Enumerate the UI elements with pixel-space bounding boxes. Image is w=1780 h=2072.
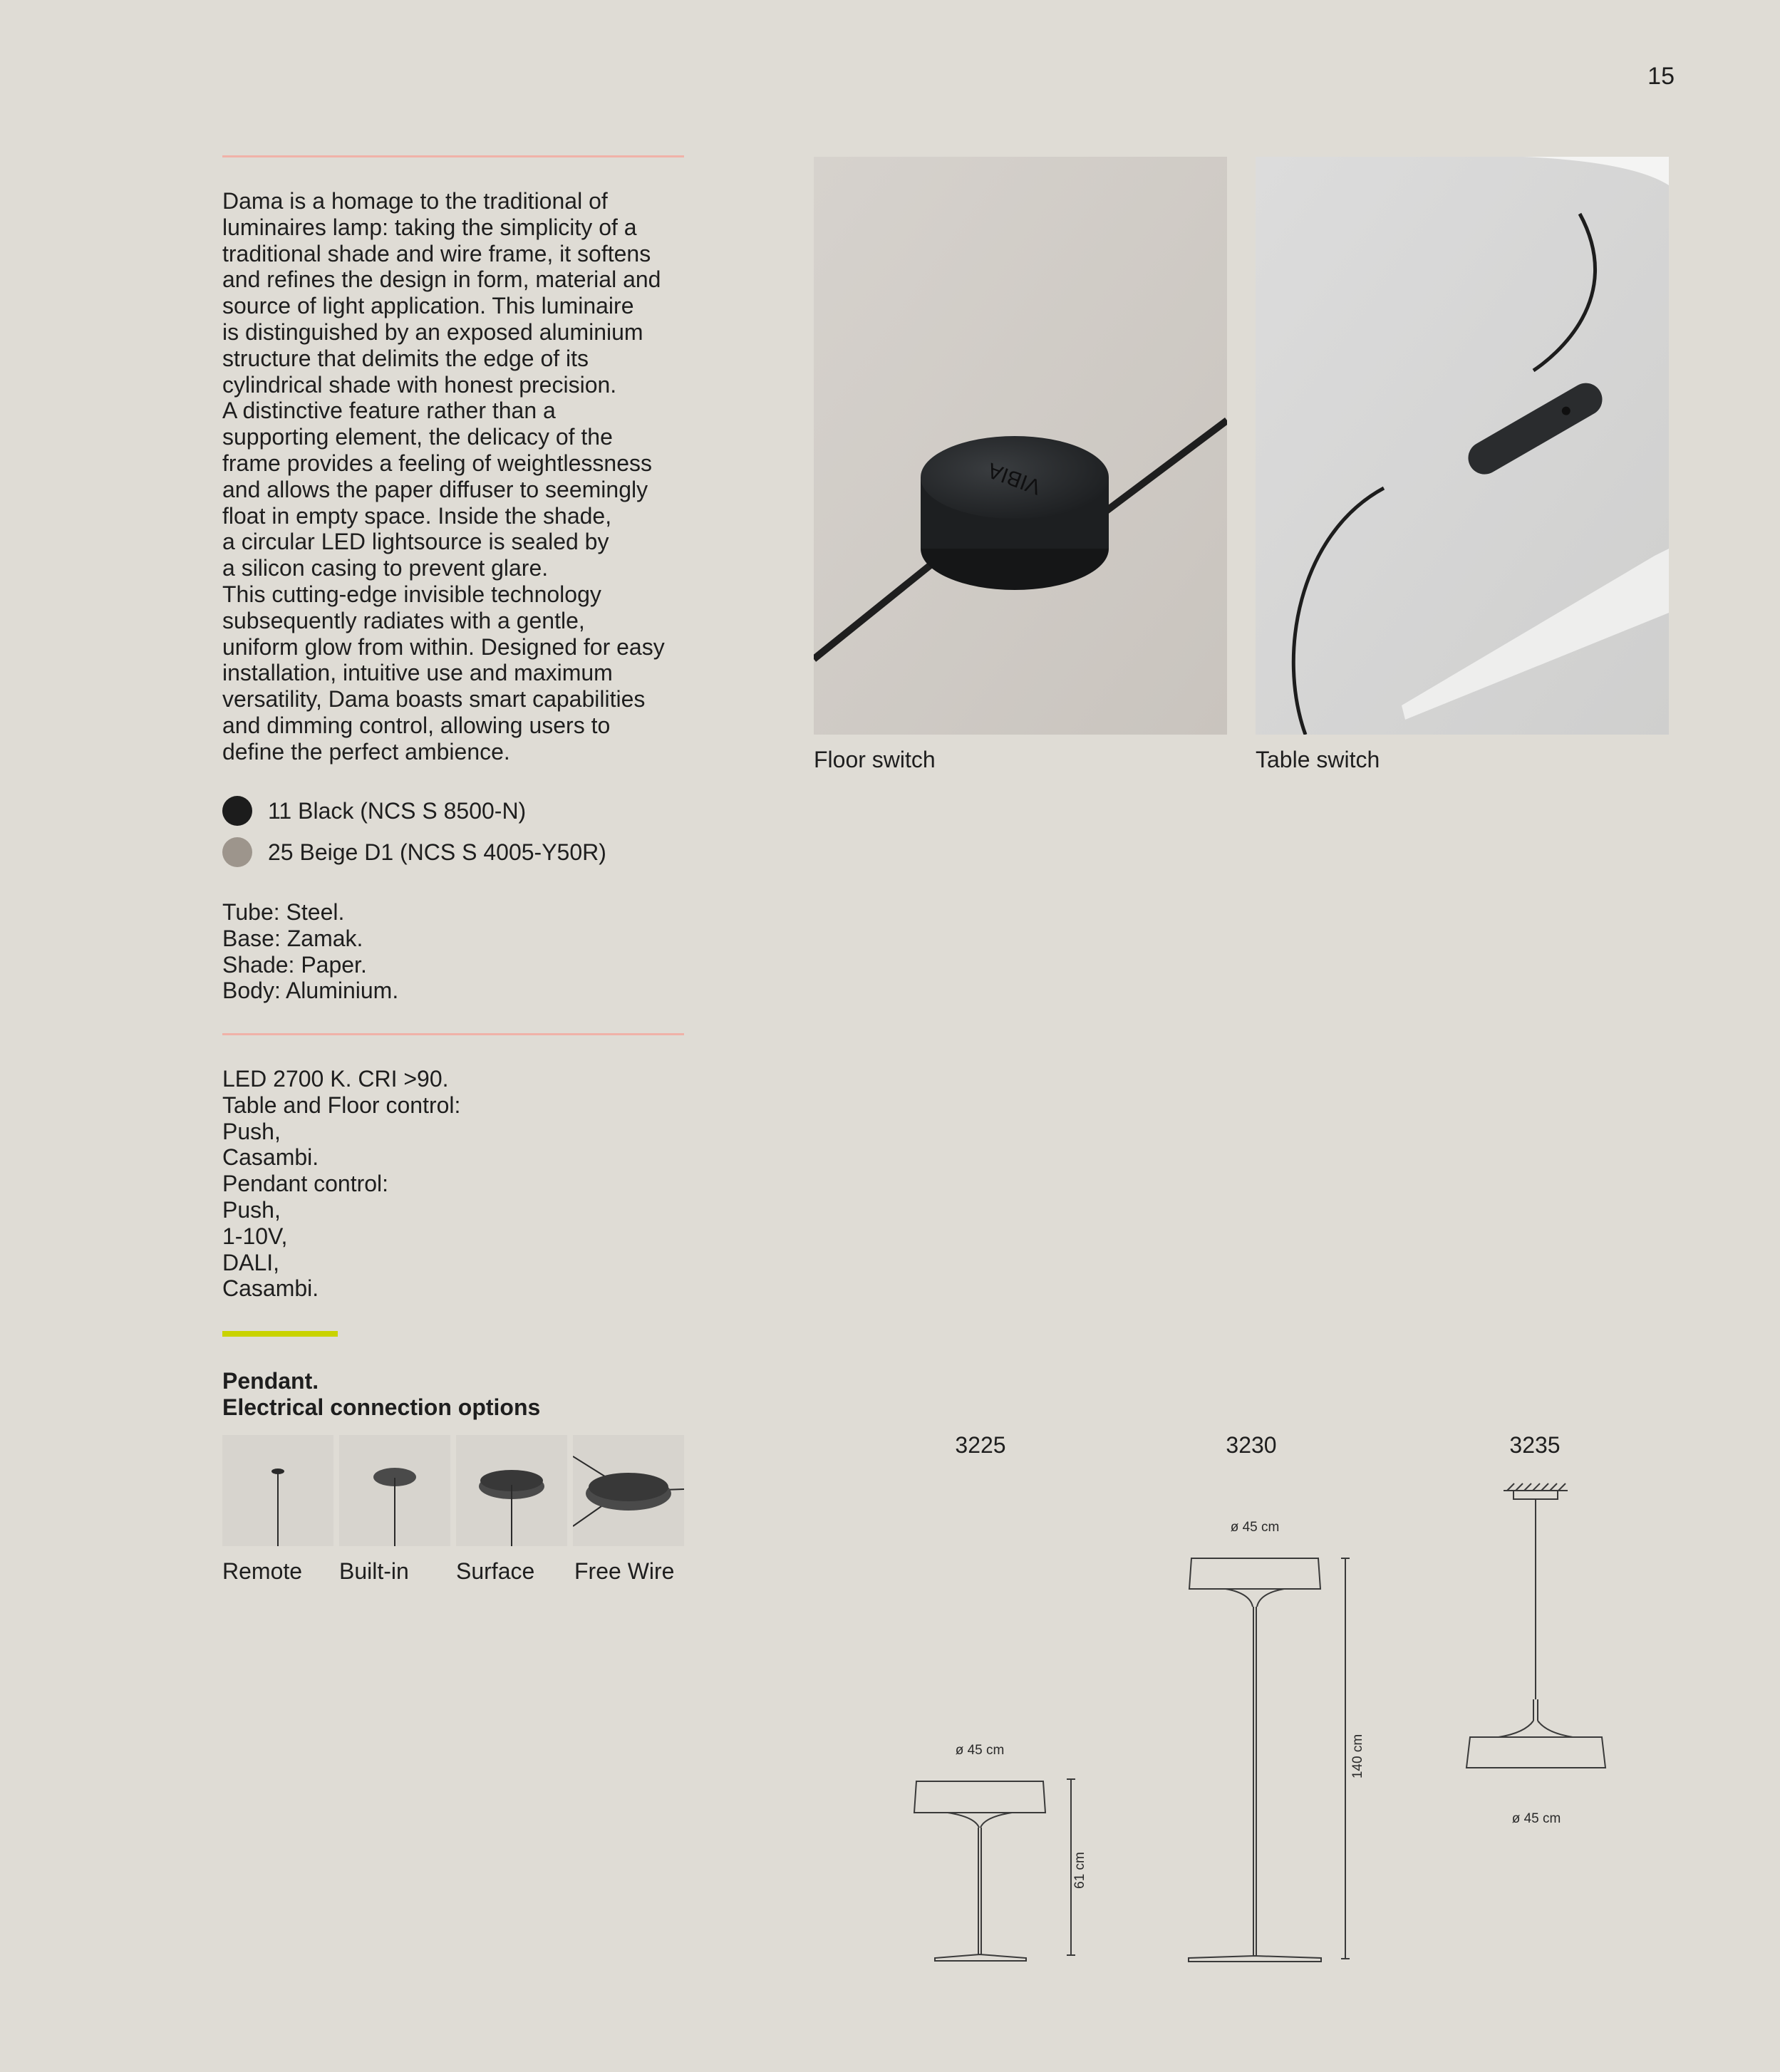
pendant-heading [222,1368,540,1421]
text-line: Shade: Paper. [222,951,367,978]
floor-lamp-diameter: ø 45 cm [1230,1520,1280,1535]
table-switch-photo [1256,157,1669,735]
table-switch-caption: Table switch [1256,747,1380,772]
table-lamp-diameter: ø 45 cm [955,1743,1005,1758]
built-in-option-thumbnail [339,1435,450,1546]
text-line: versatility, Dama boasts smart capabilities [222,686,646,713]
materials-divider [222,1033,684,1035]
text-line: luminaires lamp: taking the simplicity of a [222,214,637,240]
text-line: Base: Zamak. [222,925,363,951]
model-3225-label: 3225 [955,1432,1006,1458]
text-line: Pendant control: [222,1171,389,1197]
text-line: is distinguished by an exposed aluminium [222,318,643,345]
pendant-subtitle: Electrical connection options [222,1394,541,1420]
text-line: float in empty space. Inside the shade, [222,502,612,529]
text-line: LED 2700 K. CRI >90. [222,1066,449,1092]
floor-switch-photo [814,157,1227,735]
free-wire-option-label: Free Wire [574,1558,675,1584]
text-line: installation, intuitive use and maximum [222,660,613,686]
text-line: frame provides a feeling of weightlessness [222,450,652,476]
text-line: Dama is a homage to the traditional of [222,188,608,214]
finish-item [222,836,606,868]
text-line: uniform glow from within. Designed for easy [222,633,665,660]
floor-switch-caption: Floor switch [814,747,936,772]
model-3230-label: 3230 [1226,1432,1277,1458]
text-line: Table and Floor control: [222,1092,461,1118]
pendant-title: Pendant. [222,1368,319,1394]
text-line: Casambi. [222,1275,319,1302]
finish-item [222,795,606,827]
pendant-lamp-diameter: ø 45 cm [1511,1811,1561,1826]
text-line: source of light application. This luminaire [222,293,634,319]
finish-list [222,795,606,868]
beige-swatch [222,837,252,867]
text-line: structure that delimits the edge of its [222,345,589,371]
floor-lamp-drawing [1189,1558,1350,1962]
pendant-accent-rule [222,1331,338,1337]
text-line: define the perfect ambience. [222,738,510,765]
vibia-logo-engraving: VIBIA [984,457,1045,499]
text-line: and refines the design in form, material and [222,266,661,293]
surface-option-label: Surface [456,1558,535,1584]
text-line: This cutting-edge invisible technology [222,581,601,607]
finish-label: 25 Beige D1 (NCS S 4005-Y50R) [268,839,606,865]
text-line: Casambi. [222,1144,319,1171]
text-line: 1-10V, [222,1223,288,1249]
finish-label: 11 Black (NCS S 8500-N) [268,797,527,824]
text-line: supporting element, the delicacy of the [222,424,613,450]
text-line: and allows the paper diffuser to seemingly [222,476,648,502]
black-swatch [222,796,252,826]
text-line: A distinctive feature rather than a [222,398,556,424]
text-line: DALI, [222,1249,280,1275]
pendant-lamp-drawing [1466,1483,1605,1768]
page-number: 15 [1647,63,1675,90]
text-line: Tube: Steel. [222,899,345,925]
text-line: a silicon casing to prevent glare. [222,555,549,581]
text-line: Push, [222,1118,281,1144]
remote-option-label: Remote [222,1558,303,1584]
text-line: traditional shade and wire frame, it softens [222,240,651,266]
text-line: a circular LED lightsource is sealed by [222,529,609,555]
text-line: Body: Aluminium. [222,978,399,1004]
surface-option-thumbnail [456,1435,567,1546]
free-wire-option-thumbnail [573,1435,684,1546]
materials-text [222,899,398,1004]
text-line: and dimming control, allowing users to [222,712,611,738]
table-lamp-height: 61 cm [1072,1852,1087,1889]
remote-option-thumbnail [222,1435,333,1546]
top-divider [222,155,684,157]
text-line: subsequently radiates with a gentle, [222,607,585,633]
technical-text [222,1066,460,1302]
model-3235-label: 3235 [1509,1432,1561,1458]
table-lamp-drawing [914,1779,1075,1961]
built-in-option-label: Built-in [339,1558,409,1584]
floor-lamp-height: 140 cm [1350,1734,1365,1779]
text-line: cylindrical shade with honest precision. [222,371,617,398]
description-text [222,188,665,765]
dimension-drawings [841,1468,1732,1967]
text-line: Push, [222,1196,281,1223]
